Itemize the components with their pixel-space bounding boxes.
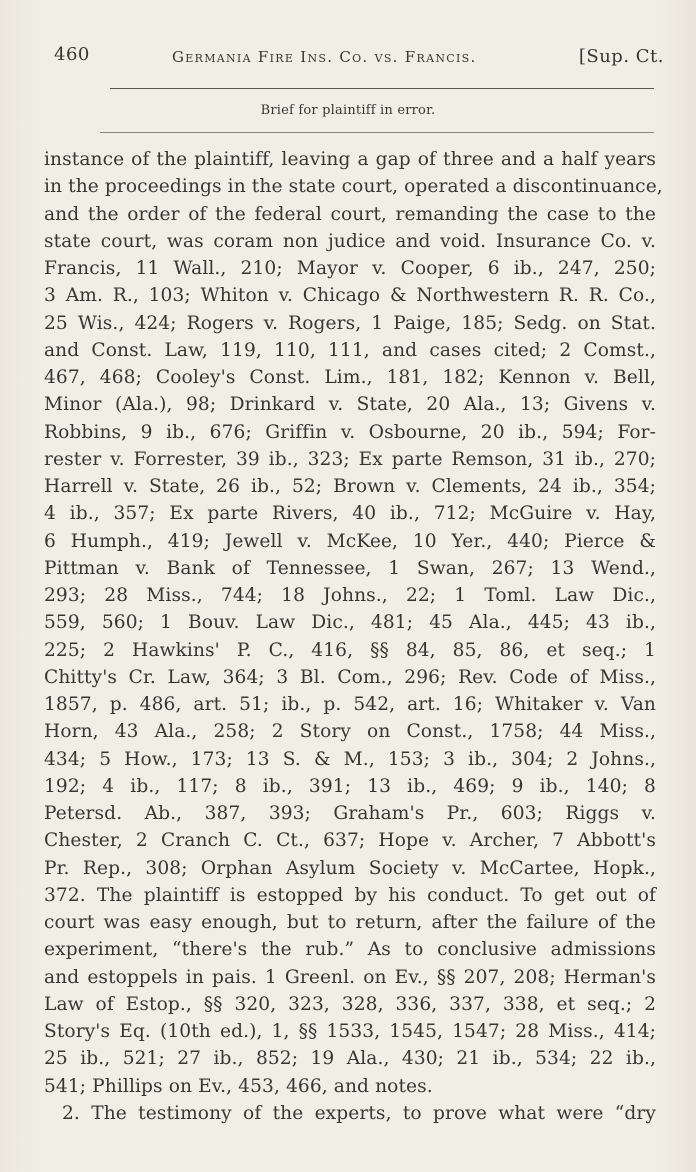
court-designation: [Sup. Ct. <box>578 46 664 67</box>
text-line: Chester, 2 Cranch C. Ct., 637; Hope v. Archer, 7 Abbott's <box>44 830 656 852</box>
text-line: 293; 28 Miss., 744; 18 Johns., 22; 1 Toml. Law Dic., <box>44 585 656 606</box>
text-line: Francis, 11 Wall., 210; Mayor v. Cooper, 6 ib., 247, 250; <box>44 258 656 279</box>
text-line: 6 Humph., 419; Jewell v. McKee, 10 Yer., 440; Pierce & <box>44 530 656 552</box>
text-line: 25 ib., 521; 27 ib., 852; 19 Ala., 430; 21 ib., 534; 22 ib., <box>44 1048 656 1070</box>
text-line: and estoppels in pais. 1 Greenl. on Ev., §§ 207, 208; Herman's <box>44 966 656 988</box>
text-line: and the order of the federal court, remanding the case to the <box>44 203 656 225</box>
text-line: 192; 4 ib., 117; 8 ib., 391; 13 ib., 469; 9 ib., 140; 8 <box>44 775 656 797</box>
text-line: Law of Estop., §§ 320, 323, 328, 336, 337, 338, et seq.; 2 <box>44 993 656 1015</box>
running-title: Germania Fire Ins. Co. vs. Francis. <box>172 48 477 66</box>
text-line: 4 ib., 357; Ex parte Rivers, 40 ib., 712; McGuire v. Hay, <box>44 503 656 525</box>
text-line: 25 Wis., 424; Rogers v. Rogers, 1 Paige, 185; Sedg. on Stat. <box>44 312 656 334</box>
subheader-rule <box>100 132 654 133</box>
text-line: Pr. Rep., 308; Orphan Asylum Society v. McCartee, Hopk., <box>44 857 656 879</box>
text-line: Chitty's Cr. Law, 364; 3 Bl. Com., 296; Rev. Code of Miss., <box>44 666 656 688</box>
section-subheader: Brief for plaintiff in error. <box>260 103 436 118</box>
text-line: in the proceedings in the state court, operated a discontinuance, <box>44 176 663 198</box>
text-line: 1857, p. 486, art. 51; ib., p. 542, art. 16; Whitaker v. Van <box>44 694 656 715</box>
text-line: Harrell v. State, 26 ib., 52; Brown v. Clements, 24 ib., 354; <box>44 476 656 497</box>
text-line: Horn, 43 Ala., 258; 2 Story on Const., 1758; 44 Miss., <box>44 721 656 743</box>
page-header <box>54 44 664 80</box>
text-line: rester v. Forrester, 39 ib., 323; Ex parte Remson, 31 ib., 270; <box>44 448 656 470</box>
text-line: 3 Am. R., 103; Whiton v. Chicago & Northwestern R. R. Co., <box>44 285 656 307</box>
text-line: instance of the plaintiff, leaving a gap of three and a half years <box>44 149 656 170</box>
text-line: and Const. Law, 119, 110, 111, and cases cited; 2 Comst., <box>44 339 656 361</box>
text-line: experiment, “there's the rub.” As to conclusive admissions <box>44 939 656 961</box>
text-line: 541; Phillips on Ev., 453, 466, and notes. <box>44 1075 433 1097</box>
text-line: 467, 468; Cooley's Const. Lim., 181, 182; Kennon v. Bell, <box>44 367 656 388</box>
text-line: 434; 5 How., 173; 13 S. & M., 153; 3 ib., 304; 2 Johns., <box>44 748 656 770</box>
text-line: court was easy enough, but to return, after the failure of the <box>44 912 656 933</box>
text-line: 225; 2 Hawkins' P. C., 416, §§ 84, 85, 86, et seq.; 1 <box>44 639 656 661</box>
text-line: 372. The plaintiff is estopped by his conduct. To get out of <box>44 884 656 906</box>
text-line: state court, was coram non judice and void. Insurance Co. v. <box>44 230 656 252</box>
body-text <box>44 146 663 1127</box>
text-line: Minor (Ala.), 98; Drinkard v. State, 20 Ala., 13; Givens v. <box>44 394 656 416</box>
text-line: Story's Eq. (10th ed.), 1, §§ 1533, 1545, 1547; 28 Miss., 414; <box>44 1021 656 1042</box>
text-line: 2. The testimony of the experts, to prove what were “dry <box>62 1102 656 1124</box>
text-line: Petersd. Ab., 387, 393; Graham's Pr., 603; Riggs v. <box>44 803 656 824</box>
text-line: Pittman v. Bank of Tennessee, 1 Swan, 267; 13 Wend., <box>44 557 656 579</box>
text-line: Robbins, 9 ib., 676; Griffin v. Osbourne, 20 ib., 594; For- <box>44 421 656 443</box>
page-number: 460 <box>54 44 90 65</box>
header-rule <box>110 88 654 89</box>
text-line: 559, 560; 1 Bouv. Law Dic., 481; 45 Ala., 445; 43 ib., <box>44 612 656 634</box>
